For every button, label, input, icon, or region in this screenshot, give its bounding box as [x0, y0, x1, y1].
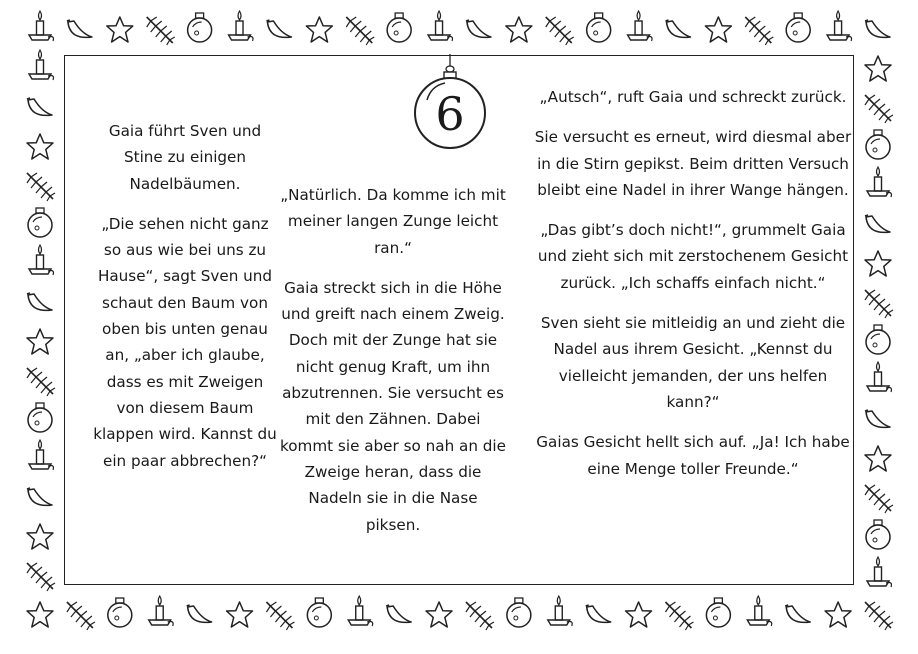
candle-icon	[149, 596, 173, 626]
bauble-icon	[866, 325, 890, 354]
banana-icon	[187, 605, 212, 622]
fir-branch-icon	[346, 17, 374, 45]
banana-icon	[865, 215, 890, 232]
candle-icon	[867, 167, 891, 197]
christmas-ornament-day-badge	[407, 48, 493, 164]
star-icon	[865, 446, 891, 471]
star-icon	[306, 17, 332, 42]
banana-icon	[27, 293, 52, 310]
banana-icon	[27, 98, 52, 115]
fir-branch-icon	[266, 602, 294, 630]
candle-icon	[867, 362, 891, 392]
paragraph: Gaia führt Sven und Stine zu einigen Nadelbäumen.	[108, 122, 262, 193]
star-icon	[506, 17, 532, 42]
banana-icon	[27, 488, 52, 505]
star-icon	[626, 602, 652, 627]
bauble-icon	[866, 520, 890, 549]
star-icon	[227, 602, 253, 627]
bauble-icon	[307, 598, 331, 627]
banana-icon	[865, 410, 890, 427]
candle-icon	[867, 557, 891, 587]
bauble-icon	[387, 13, 411, 42]
star-icon	[705, 17, 731, 42]
star-icon	[107, 17, 133, 42]
banana-icon	[586, 605, 611, 622]
fir-branch-icon	[546, 17, 574, 45]
paragraph: Sie versucht es erneut, wird diesmal aber in die Stirn gepikst. Beim dritten Versuch bleibt eine Nadel in ihrer Wange hängen.	[534, 128, 852, 199]
bauble-icon	[706, 598, 730, 627]
fir-branch-icon	[865, 485, 893, 513]
star-icon	[27, 329, 53, 354]
star-icon	[27, 524, 53, 549]
fir-branch-icon	[665, 602, 693, 630]
star-icon	[426, 602, 452, 627]
bauble-icon	[507, 598, 531, 627]
story-column-middle	[280, 182, 506, 552]
candle-icon	[747, 596, 771, 626]
banana-icon	[865, 20, 890, 37]
fir-branch-icon	[865, 602, 893, 630]
banana-icon	[266, 20, 291, 37]
story-column-left	[92, 118, 278, 488]
paragraph: „Natürlich. Da komme ich mit meiner langen Zunge leicht ran.“	[280, 186, 506, 257]
fir-branch-icon	[865, 95, 893, 123]
banana-icon	[386, 605, 411, 622]
paragraph: „Die sehen nicht ganz so aus wie bei uns zu Hause“, sagt Sven und schaut den Baum von oben bis unten genau an, „aber ich glaube, dass es mit Zweigen von diesem Baum klappen wird. Kannst du ein paar abbrechen?“	[93, 214, 277, 470]
banana-icon	[67, 20, 92, 37]
fir-branch-icon	[745, 17, 773, 45]
star-icon	[825, 602, 851, 627]
banana-icon	[785, 605, 810, 622]
bauble-icon	[786, 13, 810, 42]
fir-branch-icon	[27, 173, 55, 201]
candle-icon	[827, 11, 851, 41]
bauble-icon	[587, 13, 611, 42]
candle-icon	[29, 50, 53, 80]
fir-branch-icon	[27, 368, 55, 396]
candle-icon	[428, 11, 452, 41]
candle-icon	[548, 596, 572, 626]
star-icon	[27, 134, 53, 159]
candle-icon	[348, 596, 372, 626]
candle-icon	[29, 245, 53, 275]
banana-icon	[665, 20, 690, 37]
fir-branch-icon	[147, 17, 175, 45]
candle-icon	[628, 11, 652, 41]
paragraph: „Autsch“, ruft Gaia und schreckt zurück.	[539, 88, 847, 106]
bauble-icon	[188, 13, 212, 42]
paragraph: Sven sieht sie mitleidig an und zieht die Nadel aus ihrem Gesicht. „Kennst du vielleicht jemanden, der uns helfen kann?“	[540, 314, 846, 411]
star-icon	[27, 602, 53, 627]
fir-branch-icon	[67, 602, 95, 630]
bauble-icon	[28, 208, 52, 237]
paragraph: „Das gibt’s doch nicht!“, grummelt Gaia und zieht sich mit zerstochenem Gesicht zurück. „Ich schaffs einfach nicht.“	[537, 221, 849, 292]
candle-icon	[229, 11, 253, 41]
candle-icon	[29, 11, 53, 41]
bauble-icon	[866, 130, 890, 159]
day-number: 6	[435, 87, 465, 141]
paragraph: Gaia streckt sich in die Höhe und greift nach einem Zweig. Doch mit der Zunge hat sie nicht genug Kraft, um ihn abzutrennen. Sie versucht es mit den Zähnen. Dabei kommt sie aber so nah an die Zweige heran, dass die Nadeln sie in die Nase piksen.	[280, 278, 506, 534]
fir-branch-icon	[865, 290, 893, 318]
story-column-right	[530, 84, 856, 496]
banana-icon	[466, 20, 491, 37]
fir-branch-icon	[27, 563, 55, 591]
star-icon	[865, 56, 891, 81]
bauble-icon	[28, 403, 52, 432]
fir-branch-icon	[466, 602, 494, 630]
bauble-icon	[108, 598, 132, 627]
candle-icon	[29, 440, 53, 470]
paragraph: Gaias Gesicht hellt sich auf. „Ja! Ich habe eine Menge toller Freunde.“	[536, 433, 850, 478]
star-icon	[865, 251, 891, 276]
